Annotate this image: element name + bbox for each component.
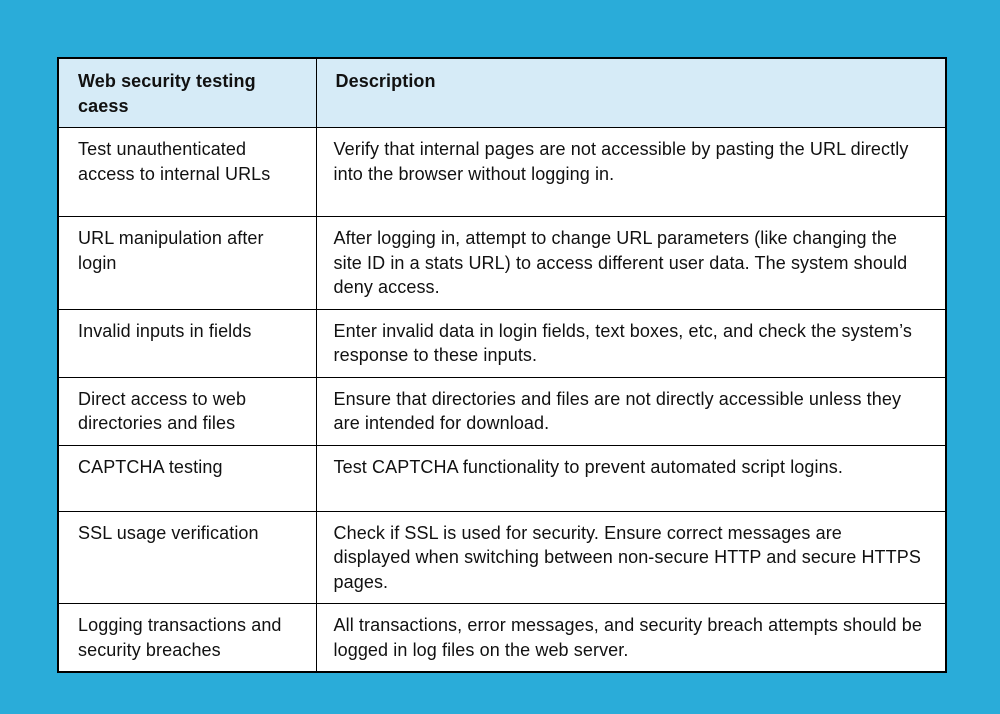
table-row — [58, 445, 946, 511]
table-row — [58, 217, 946, 310]
case-cell: Test unauthenticated access to internal URLs — [58, 128, 316, 217]
case-cell: CAPTCHA testing — [58, 445, 316, 511]
case-cell: Direct access to web directories and files — [58, 377, 316, 445]
table-row — [58, 604, 946, 673]
table-body — [58, 128, 946, 673]
table-row — [58, 309, 946, 377]
web-security-testing-table — [57, 57, 947, 673]
description-cell: Ensure that directories and files are not directly accessible unless they are intended for download. — [316, 377, 946, 445]
description-cell: Test CAPTCHA functionality to prevent automated script logins. — [316, 445, 946, 511]
header-row — [58, 58, 946, 128]
column-header-description: Description — [316, 58, 946, 128]
description-cell: Verify that internal pages are not accessible by pasting the URL directly into the browser without logging in. — [316, 128, 946, 217]
description-cell: Check if SSL is used for security. Ensure correct messages are displayed when switching between non-secure HTTP and secure HTTPS pages. — [316, 511, 946, 604]
table-row — [58, 511, 946, 604]
table-header — [58, 58, 946, 128]
description-cell: Enter invalid data in login fields, text boxes, etc, and check the system’s response to these inputs. — [316, 309, 946, 377]
table-row — [58, 377, 946, 445]
case-cell: Logging transactions and security breaches — [58, 604, 316, 673]
case-cell: URL manipulation after login — [58, 217, 316, 310]
description-cell: After logging in, attempt to change URL parameters (like changing the site ID in a stats URL) to access different user data. The system should deny access. — [316, 217, 946, 310]
case-cell: SSL usage verification — [58, 511, 316, 604]
column-header-case: Web security testing caess — [58, 58, 316, 128]
description-cell: All transactions, error messages, and security breach attempts should be logged in log files on the web server. — [316, 604, 946, 673]
case-cell: Invalid inputs in fields — [58, 309, 316, 377]
table-row — [58, 128, 946, 217]
